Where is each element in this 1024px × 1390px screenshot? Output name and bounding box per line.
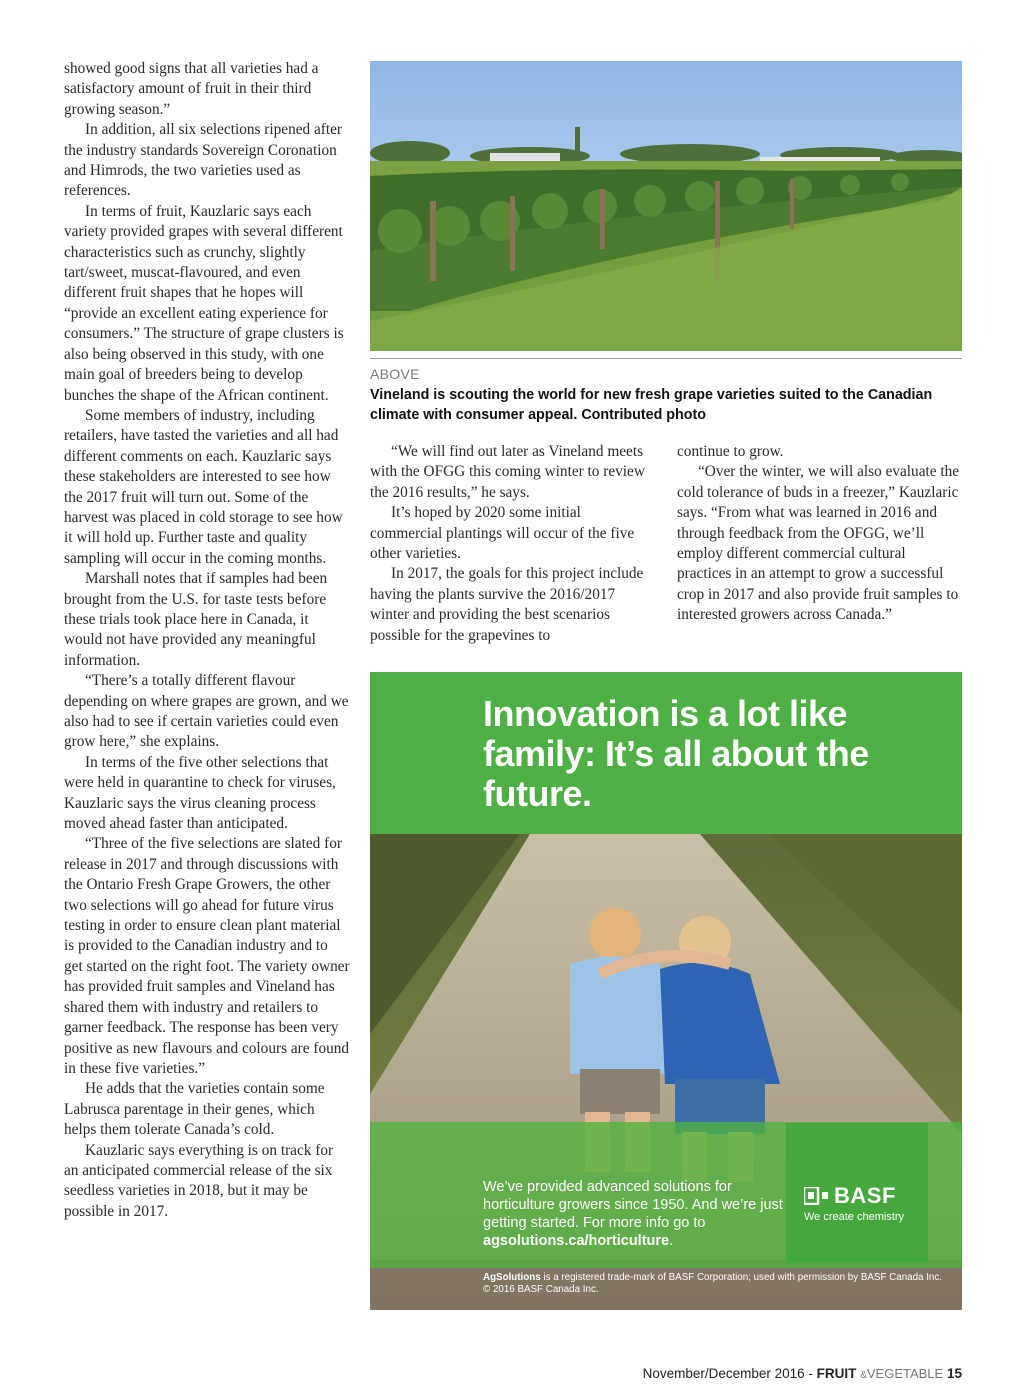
ad-headline: Innovation is a lot like family: It’s all about the future. (483, 693, 869, 814)
basf-mark-icon (804, 1187, 834, 1205)
article-middle-column (370, 442, 654, 646)
page-footer (560, 1366, 962, 1381)
article-left-column (64, 59, 350, 1222)
basf-wordmark: BASF (834, 1183, 896, 1208)
paragraph: “We will find out later as Vineland meets with the OFGG this coming winter to review the 2016 results,” he says. (370, 443, 645, 501)
paragraph: Some members of industry, including retailers, have tasted the varieties and all had different comments on each. Kauzlaric says these stakeholders are interested to see how the 2017 fruit will turn out. Some of the harvest was placed in cold storage to see how it will hold up. Further taste and quality sampling will occur in the coming months. (64, 406, 343, 567)
ad-legal-brand: AgSolutions (483, 1272, 541, 1283)
photo-caption: Vineland is scouting the world for new fresh grape varieties suited to the Canadian climate with consumer appeal. Contributed photo (370, 387, 933, 423)
paragraph: In terms of fruit, Kauzlaric says each variety provided grapes with several different characteristics such as crunchy, slightly tart/sweet, muscat-flavoured, and even different fruit shapes that he hopes will “provide an excellent eating experience for consumers.” The structure of grape clusters is also being observed in this study, with one main goal of breeders being to develop bunches the shape of the African continent. (64, 202, 344, 404)
ad-body-text (483, 1178, 783, 1250)
ad-website-link[interactable]: agsolutions.ca/horticulture (483, 1233, 670, 1249)
caption-divider (370, 358, 962, 359)
issue-date: November/December 2016 - (642, 1366, 813, 1381)
basf-logo-box (786, 1123, 928, 1263)
paragraph: In addition, all six selections ripened after the industry standards Sovereign Coronation and Himrods, the two varieties used as references. (64, 121, 342, 200)
basf-logo (804, 1183, 896, 1209)
paragraph: “There’s a totally different flavour depending on where grapes are grown, and we also had to see if certain varieties could even grow here,” she explains. (64, 672, 349, 751)
ad-body-copy: We’ve provided advanced solutions for horticulture growers since 1950. And we’re just getting started. For more info go to (483, 1179, 783, 1231)
paragraph: It’s hoped by 2020 some initial commercial plantings will occur of the five other varieties. (370, 504, 635, 563)
caption-label: ABOVE (370, 366, 420, 382)
paragraph: Kauzlaric says everything is on track for an anticipated commercial release of the six seedless varieties in 2018, but it may be possible in 2017. (64, 1141, 334, 1220)
ad-link-suffix: . (669, 1233, 674, 1249)
paragraph: In terms of the five other selections that were held in quarantine to check for viruses, Kauzlaric says the virus cleaning process moved ahead faster than anticipated. (64, 753, 336, 833)
vineyard-photo (370, 61, 962, 351)
magazine-name-amp: & (860, 1370, 867, 1381)
paragraph: showed good signs that all varieties had a satisfactory amount of fruit in their third growing season.” (64, 60, 319, 118)
basf-advertisement[interactable] (370, 672, 962, 1310)
paragraph: continue to grow. (677, 443, 784, 460)
paragraph: Marshall notes that if samples had been brought from the U.S. for taste tests before these trials took place here in Canada, it would not have provided any meaningful information. (64, 570, 328, 669)
page-number: 15 (946, 1366, 962, 1381)
paragraph: In 2017, the goals for this project include having the plants survive the 2016/2017 winter and providing the best scenarios possible for the grapevines to (370, 565, 644, 644)
paragraph: “Three of the five selections are slated for release in 2017 and through discussions with the Ontario Fresh Grape Growers, the other two selections will go ahead for future virus testing in order to ensure clean plant material is provided to the Canadian industry and to get started on the right foot. The variety owner has provided fruit samples and Vineland has shared them with industry and retailers to garner feedback. The response has been very positive as new flavours and colours are found in these five varieties.” (64, 835, 350, 1077)
magazine-name-bold: FRUIT (816, 1366, 857, 1381)
ad-legal-copy: is a registered trade-mark of BASF Corporation; used with permission by BASF Canada Inc. © 2016 BASF Canada Inc. (483, 1272, 943, 1295)
paragraph: He adds that the varieties contain some Labrusca parentage in their genes, which helps them tolerate Canada’s cold. (64, 1080, 325, 1139)
basf-tagline: We create chemistry (804, 1211, 905, 1223)
article-right-column (677, 442, 963, 626)
magazine-name-light: VEGETABLE (866, 1366, 944, 1381)
paragraph: “Over the winter, we will also evaluate the cold tolerance of buds in a freezer,” Kauzlaric says. “From what was learned in 2016 and through feedback from the OFGG, we’ll employ different commercial cultural practices in an attempt to grow a successful crop in 2017 and also provide fruit samples to interested growers across Canada.” (677, 463, 960, 624)
ad-legal-text (483, 1272, 943, 1296)
